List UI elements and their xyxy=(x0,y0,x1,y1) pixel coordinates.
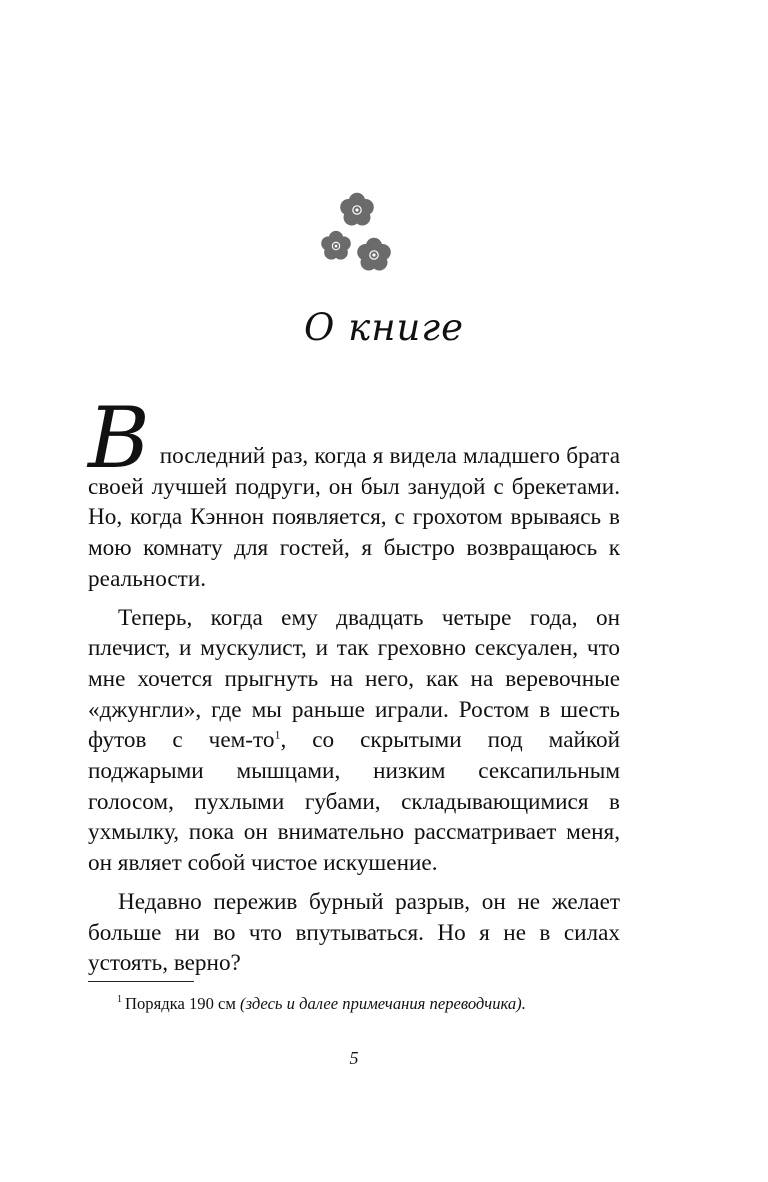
drop-cap: В xyxy=(88,389,150,487)
footnote-marker: 1 xyxy=(117,994,122,1006)
paragraph-1 xyxy=(88,389,620,595)
paragraph-2-text-a: Теперь, когда ему двадцать четыре года, он плечист, и мускулист, и так греховно сексуален, что мне хочется прыгнуть на него, как на веревочные «джунгли», где мы раньше играли. Ростом в шесть футов с чем-то xyxy=(88,604,620,754)
footnote-divider xyxy=(88,981,194,982)
paragraph-1-text: последний раз, когда я видела младшего брата своей лучшей подруги, он был занудой с брекетами. Но, когда Кэннон появляется, с грохотом врываясь в мою комнату для гостей, я быстро возвращаюсь к реальности. xyxy=(88,443,620,592)
footnote-text: Порядка 190 см xyxy=(125,994,236,1013)
paragraph-2 xyxy=(88,603,620,879)
paragraph-3: Недавно пережив бурный разрыв, он не желает больше ни во что впутываться. Но я не в силах устоять, верно? xyxy=(88,888,620,977)
footnote-note: (здесь и далее примечания переводчика). xyxy=(240,994,526,1013)
body-text xyxy=(88,389,620,979)
flower-trio-icon xyxy=(312,186,402,276)
footnote xyxy=(117,993,637,1015)
chapter-title: О книге xyxy=(304,306,464,349)
page-number: 5 xyxy=(349,1048,359,1068)
paragraph-2-text-b: , со скрытыми под майкой поджарыми мышцами, низким сексапильным голосом, пухлыми губами, складывающимися в ухмылку, пока он внимательно рассматривает меня, он являет собой чистое искушение. xyxy=(88,727,620,877)
footnote-reference: 1 xyxy=(274,727,281,742)
